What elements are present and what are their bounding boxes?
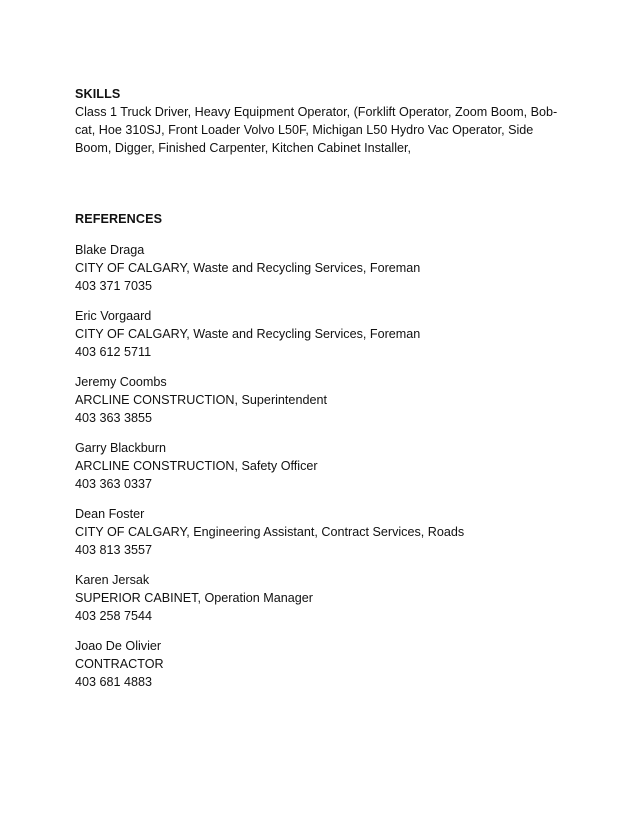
reference-phone: 403 258 7544: [75, 609, 153, 623]
reference-entry: [75, 307, 575, 361]
reference-organization: ARCLINE CONSTRUCTION, Safety Officer: [75, 459, 318, 473]
skills-section: [75, 85, 575, 157]
reference-entry: [75, 373, 575, 427]
references-section: [75, 210, 575, 691]
reference-organization: CONTRACTOR: [75, 657, 164, 671]
reference-name: Eric Vorgaard: [75, 309, 152, 323]
reference-phone: 403 813 3557: [75, 543, 153, 557]
reference-entry: [75, 439, 575, 493]
reference-organization: ARCLINE CONSTRUCTION, Superintendent: [75, 393, 327, 407]
skills-heading: SKILLS: [75, 87, 121, 101]
reference-name: Garry Blackburn: [75, 441, 166, 455]
reference-name: Jeremy Coombs: [75, 375, 167, 389]
reference-organization: SUPERIOR CABINET, Operation Manager: [75, 591, 313, 605]
skills-text: [75, 103, 575, 157]
references-heading: REFERENCES: [75, 212, 163, 226]
reference-entry: [75, 637, 575, 691]
reference-name: Joao De Olivier: [75, 639, 162, 653]
reference-name: Karen Jersak: [75, 573, 150, 587]
reference-organization: CITY OF CALGARY, Waste and Recycling Services, Foreman: [75, 327, 421, 341]
reference-entry: [75, 571, 575, 625]
skills-line: cat, Hoe 310SJ, Front Loader Volvo L50F, Michigan L50 Hydro Vac Operator, Side: [75, 123, 534, 137]
reference-organization: CITY OF CALGARY, Waste and Recycling Services, Foreman: [75, 261, 421, 275]
references-list: [75, 241, 575, 691]
reference-phone: 403 363 3855: [75, 411, 153, 425]
reference-organization: CITY OF CALGARY, Engineering Assistant, Contract Services, Roads: [75, 525, 465, 539]
reference-name: Dean Foster: [75, 507, 145, 521]
reference-name: Blake Draga: [75, 243, 145, 257]
document-page: [75, 85, 575, 703]
reference-entry: [75, 505, 575, 559]
skills-line: Class 1 Truck Driver, Heavy Equipment Operator, (Forklift Operator, Zoom Boom, Bob-: [75, 105, 558, 119]
reference-phone: 403 681 4883: [75, 675, 153, 689]
reference-phone: 403 612 5711: [75, 345, 152, 359]
reference-phone: 403 371 7035: [75, 279, 153, 293]
reference-entry: [75, 241, 575, 295]
skills-line: Boom, Digger, Finished Carpenter, Kitchen Cabinet Installer,: [75, 141, 412, 155]
reference-phone: 403 363 0337: [75, 477, 153, 491]
